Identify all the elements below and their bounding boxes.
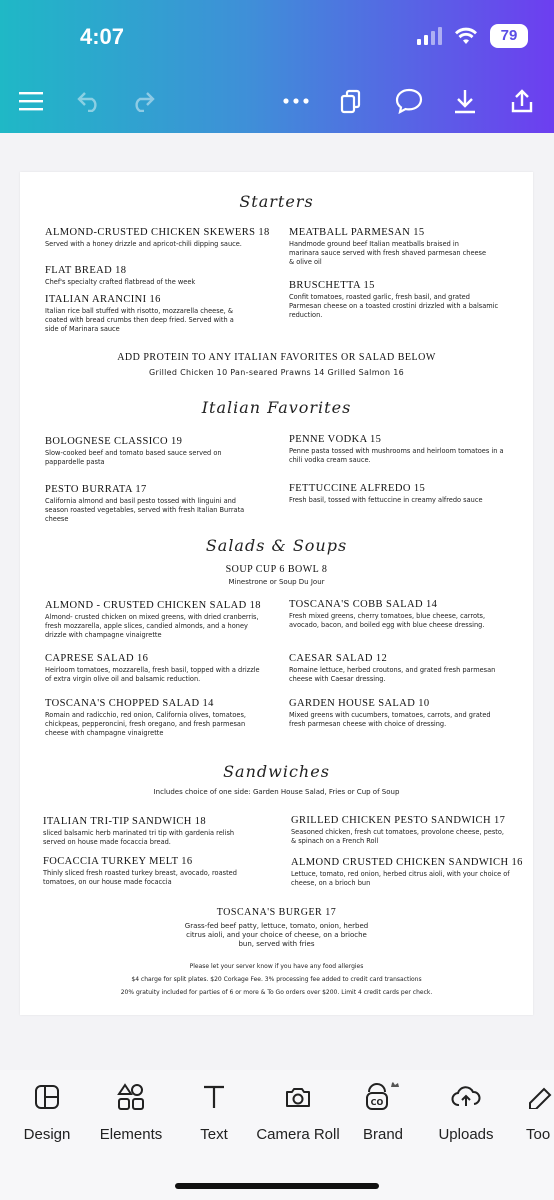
menu-item: MEATBALL PARMESAN 15 Handmode ground beef Italian meatballs braised in marinara sauce served with fresh shaved parmesan cheese & olive oil (289, 227, 487, 266)
sandwich-note: Includes choice of one side: Garden House Salad, Fries or Cup of Soup (153, 788, 400, 796)
menu-item: CAESAR SALAD 12 Romaine lettuce, herbed croutons, and grated fresh parmesan cheese with Caesar dressing. (289, 653, 496, 683)
menu-item: ALMOND - CRUSTED CHICKEN SALAD 18 Almond- crusted chicken on mixed greens, with dried cranberris, fresh mozzarella, apple slices, candied almonds, and a honey drizzle with champagne vinaigrette (45, 600, 261, 639)
menu-item: ALMOND-CRUSTED CHICKEN SKEWERS 18 Served with a honey drizzle and apricot-chili dipping sauce. (45, 227, 270, 248)
footer-line: 20% gratuity included for parties of 6 or more & To Go orders over $200. Limit 4 credit cards per check. (120, 989, 433, 996)
undo-button[interactable] (74, 86, 104, 116)
soup-line: SOUP CUP 6 BOWL 8 (225, 564, 328, 575)
menu-item: FETTUCCINE ALFREDO 15 Fresh basil, tossed with fettuccine in creamy alfredo sauce (289, 483, 483, 504)
starters-heading: Starters (239, 192, 314, 211)
menu-item: ITALIAN TRI-TIP SANDWICH 18 sliced balsamic herb marinated tri tip with gardenia relish served on house made focaccia bread. (43, 816, 235, 846)
share-button[interactable] (507, 86, 537, 116)
bottom-nav (0, 1070, 554, 1200)
undo-icon (76, 90, 102, 112)
menu-item: TOSCANA'S COBB SALAD 14 Fresh mixed greens, cherry tomatoes, blue cheese, carrots, avocado, bacon, and boiled egg with blue cheese dressing. (289, 599, 486, 629)
nav-design[interactable]: Design (18, 1080, 76, 1143)
wifi-icon (454, 27, 478, 45)
hamburger-icon (19, 91, 43, 111)
menu-item: CAPRESE SALAD 16 Heirloom tomatoes, mozzarella, fresh basil, topped with a drizzle of extra virgin olive oil and balsamic reduction. (45, 653, 260, 683)
menu-item: PENNE VODKA 15 Penne pasta tossed with mushrooms and heirloom tomatoes in a chili vodka cream sauce. (289, 434, 504, 464)
comment-button[interactable] (394, 86, 424, 116)
pages-button[interactable] (337, 86, 367, 116)
burger-desc-wrap (20, 922, 533, 949)
salads-soups-heading: Salads & Soups (205, 536, 348, 555)
nav-text[interactable]: Text (190, 1080, 238, 1143)
uploads-icon (451, 1085, 481, 1109)
redo-button[interactable] (128, 86, 158, 116)
nav-tools[interactable]: Too (526, 1080, 554, 1143)
nav-brand[interactable]: CO Brand (356, 1080, 410, 1143)
menu-item: ITALIAN ARANCINI 16 Italian rice ball stuffed with risotto, mozzarella cheese, & coated with bread crumbs then deep fried. Served with a side of Marinara sauce (45, 294, 234, 333)
menu-item: BRUSCHETTA 15 Confit tomatoes, roasted garlic, fresh basil, and grated Parmesan cheese on a toasted crostini drizzled with a balsamic reduction. (289, 280, 499, 319)
burger-desc: Grass-fed beef patty, lettuce, tomato, onion, herbed citrus aioli, and your choice of cheese, on a brioche bun, served with fries (184, 922, 369, 948)
brand-icon (361, 1080, 405, 1114)
soup-sub: Minestrone or Soup Du Jour (228, 578, 325, 586)
italian-favorites-heading: Italian Favorites (201, 398, 352, 417)
design-page[interactable] (20, 172, 533, 1015)
nav-uploads[interactable]: Uploads (432, 1080, 500, 1143)
elements-icon (117, 1083, 145, 1111)
protein-options: Grilled Chicken 10 Pan-seared Prawns 14 Grilled Salmon 16 (149, 368, 404, 377)
camera-icon (284, 1085, 312, 1109)
nav-camera-roll[interactable]: Camera Roll (254, 1080, 342, 1143)
menu-item: FOCACCIA TURKEY MELT 16 Thinly sliced fresh roasted turkey breast, avocado, roasted tomatoes, on our house made focaccia (43, 856, 237, 886)
top-bar (0, 0, 554, 133)
battery-indicator: 79 (490, 24, 528, 48)
home-indicator (175, 1183, 379, 1189)
signal-icon (417, 27, 442, 45)
tools-icon (526, 1085, 554, 1109)
status-time: 4:07 (80, 24, 125, 49)
burger-name: TOSCANA'S BURGER 17 (216, 907, 337, 918)
pages-icon (340, 88, 364, 114)
editor-toolbar (0, 86, 554, 120)
menu-item: PESTO BURRATA 17 California almond and basil pesto tossed with linguini and season roasted vegetables, served with fresh Italian Burrata cheese (45, 484, 245, 523)
svg-text:CO: CO (370, 1098, 384, 1107)
menu-button[interactable] (16, 86, 46, 116)
share-icon (510, 88, 534, 114)
comment-icon (395, 88, 423, 114)
nav-elements[interactable]: Elements (94, 1080, 168, 1143)
footer-line: Please let your server know if you have any food allergies (189, 963, 364, 970)
menu-item: ALMOND CRUSTED CHICKEN SANDWICH 16 Lettuce, tomato, red onion, herbed citrus aioli, with your choice of cheese, on a brioch bun (291, 857, 523, 887)
more-button[interactable] (281, 86, 311, 116)
menu-item: FLAT BREAD 18 Chef's specialty crafted flatbread of the week (45, 265, 196, 286)
download-button[interactable] (450, 86, 480, 116)
design-icon (34, 1084, 60, 1110)
menu-item: GARDEN HOUSE SALAD 10 Mixed greens with cucumbers, tomatoes, carrots, and grated fresh parmesan cheese with choice of dressing. (289, 698, 491, 728)
footer-line: $4 charge for split plates. $20 Corkage Fee. 3% processing fee added to credit card transactions (131, 976, 422, 983)
protein-heading: ADD PROTEIN TO ANY ITALIAN FAVORITES OR SALAD BELOW (117, 352, 436, 363)
redo-icon (130, 90, 156, 112)
status-icons (417, 24, 528, 48)
more-icon (283, 98, 309, 104)
text-icon (202, 1084, 226, 1110)
menu-item: GRILLED CHICKEN PESTO SANDWICH 17 Seasoned chicken, fresh cut tomatoes, provolone cheese, pesto, & spinach on a French Roll (291, 815, 506, 845)
download-icon (453, 88, 477, 114)
menu-item: BOLOGNESE CLASSICO 19 Slow-cooked beef and tomato based sauce served on pappardelle pasta (45, 436, 222, 466)
sandwiches-heading: Sandwiches (223, 762, 330, 781)
menu-item: TOSCANA'S CHOPPED SALAD 14 Romain and radicchio, red onion, California olives, tomatoes, chickpeas, pepperoncini, fresh oregano, and fresh parmesan cheese with champagne vinaigrette (45, 698, 246, 737)
